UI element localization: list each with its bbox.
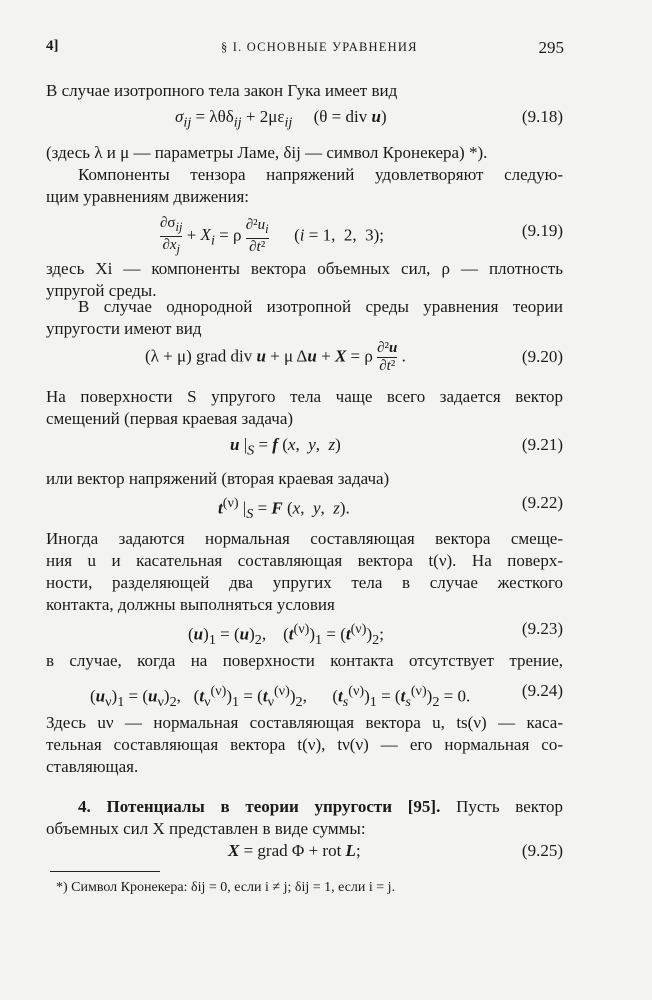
text-line: щим уравнениям движения: — [46, 187, 250, 206]
text-line: или вектор напряжений (вторая краевая задача) — [46, 469, 390, 488]
text-fragment: Пусть вектор — [456, 797, 564, 816]
header-title: § I. ОСНОВНЫЕ УРАВНЕНИЯ — [221, 40, 418, 54]
equation-9-19: $\partial\sigma_{ij}$ $\partial x_j$ + $X_i = \rho$ $\frac{\partial^2u_i}{\text{∂t²}}$ (i = 1, 2, 3); — [160, 215, 384, 256]
footnote: *) Символ Кронекера: δij = 0, если i ≠ j; δij = 1, если i = j. — [56, 880, 396, 895]
equation-9-22: $t^{(\nu)}$ $|_S = F$ (x, y, z). — [218, 495, 350, 523]
text-line: упругости имеют вид — [46, 319, 202, 338]
text-line: смещений (первая краевая задача) — [46, 409, 294, 428]
text-line: ния u и касательная составляющая вектора t(ν). На поверх- — [46, 551, 563, 570]
text-line: упругой среды. — [46, 281, 157, 300]
header-left: 4] — [46, 38, 59, 54]
equation-9-23: $(u)_1 = (u)_2$, $(t^{(\nu)})_1 = (t^{(\nu)})_2$; — [188, 621, 384, 649]
text-line: (здесь λ и μ — параметры Ламе, δij — символ Кронекера) *). — [46, 143, 488, 162]
section-title: 4. Потенциалы в теории упругости [95]. — [78, 797, 441, 816]
equation-number: (9.25) — [521, 841, 563, 860]
equation-number: (9.18) — [521, 107, 563, 126]
equation-number: (9.21) — [521, 435, 563, 454]
equation-9-18: $\sigma_{ij} = \lambda\theta\delta_{ij} + 2\mu\varepsilon_{ij}$ (θ = div u) — [175, 107, 387, 131]
text-line: ности, разделяющей два упругих тела в случае жесткого — [46, 573, 563, 592]
text-line: объемных сил X представлен в виде суммы: — [46, 819, 366, 838]
equation-9-20: (λ + μ) grad div u + μ Δu + X = ρ $\frac{\text{∂²u}}{\text{∂t²}}$ . — [145, 340, 406, 374]
text-line: контакта, должны выполняться условия — [46, 595, 335, 614]
page-number: 295 — [538, 38, 564, 57]
section-heading-line — [46, 796, 563, 818]
text-line: В случае изотропного тела закон Гука имеет вид — [46, 81, 398, 100]
text-line: На поверхности S упругого тела чаще всего задается вектор — [46, 387, 563, 406]
text-line: тельная составляющая вектора t(ν), tν(ν) — его нормальная со- — [46, 735, 563, 754]
footnote-rule — [50, 871, 160, 872]
equation-9-25: X = grad Φ + rot L; — [228, 841, 361, 860]
text-line: здесь Xi — компоненты вектора объемных сил, ρ — плотность — [46, 259, 563, 278]
equation-number: (9.24) — [521, 681, 563, 700]
page-header — [46, 38, 564, 60]
text-line: Компоненты тензора напряжений удовлетворяют следую- — [78, 165, 563, 184]
equation-number: (9.23) — [521, 619, 563, 638]
equation-number: (9.22) — [521, 493, 563, 512]
equation-9-21: u $|_S = f$ (x, y, z) — [230, 435, 341, 459]
equation-number: (9.20) — [521, 347, 563, 366]
text-line: в случае, когда на поверхности контакта отсутствует трение, — [46, 651, 563, 670]
text-line: В случае однородной изотропной среды уравнения теории — [78, 297, 563, 316]
equation-9-24: $(u_\nu)_1 = (u_\nu)_2$, $(t_\nu^{(\nu)})_1 = (t_\nu^{(\nu)})_2$, $(t_s^{(\nu)})_1 = (t_s^{(\nu)})_2 = 0$. — [90, 683, 471, 711]
text-line: ставляющая. — [46, 757, 139, 776]
text-line: Здесь uν — нормальная составляющая вектора u, ts(ν) — каса- — [46, 713, 563, 732]
text-line: Иногда задаются нормальная составляющая вектора смеще- — [46, 529, 563, 548]
equation-number: (9.19) — [521, 221, 563, 240]
